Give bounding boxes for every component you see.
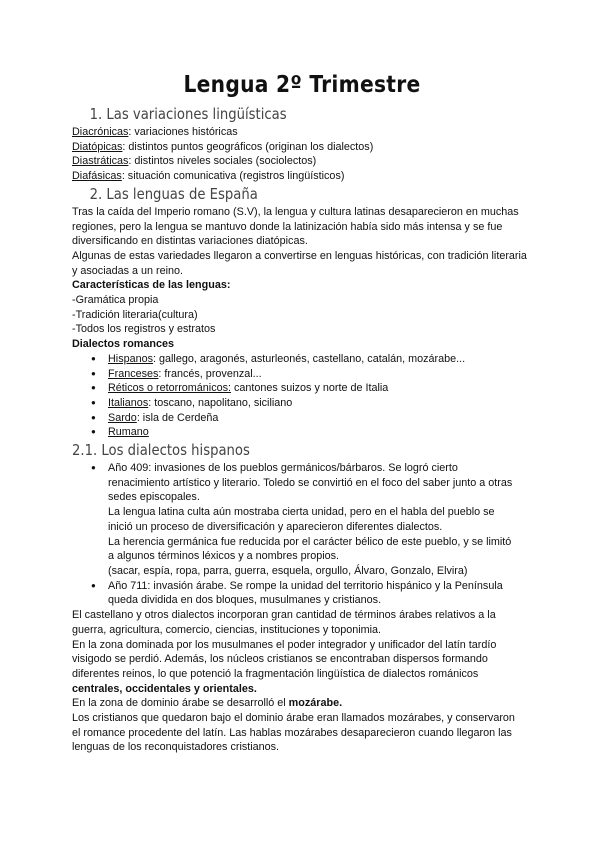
page-title: Lengua 2º Trimestre	[183, 72, 421, 98]
term-desc: : situación comunicativa (registros lingüísticos)	[121, 170, 345, 183]
term: Diastráticas	[72, 155, 129, 168]
text-line: diferentes reinos, lo que potenció la fragmentación lingüística de dialectos románicos	[72, 667, 479, 680]
mozarabe-line	[72, 696, 532, 711]
text-line: Los cristianos que quedaron bajo el dominio árabe eran llamados mozárabes, y conservaron	[72, 712, 515, 725]
text-line: a algunos términos léxicos y a nombres propios.	[108, 550, 340, 563]
term: Hispanos	[108, 352, 154, 365]
list-item	[108, 411, 532, 426]
list-item: -Tradición literaria(cultura)	[72, 308, 198, 321]
text-line: inició un proceso de diversificación y aparecieron diferentes dialectos.	[108, 520, 443, 533]
list-item	[72, 154, 532, 169]
term: Sardo	[108, 411, 137, 424]
bold-line: centrales, occidentales y orientales.	[72, 682, 257, 695]
list-item: -Todos los registros y estratos	[72, 323, 216, 336]
variations-list	[72, 125, 532, 184]
dialects-heading: Dialectos romances	[72, 338, 175, 351]
text-line: guerra, agricultura, comercio, ciencias, instituciones y toponimia.	[72, 623, 382, 636]
list-item	[72, 140, 532, 155]
paragraph: Algunas de estas variedades llegaron a convertirse en lenguas históricas, con tradición literaria y asociadas a un reino.	[72, 249, 527, 277]
text-line: renacimiento artístico y literario. Toledo se convirtió en el foco del saber junto a otras	[108, 476, 513, 489]
bold-term: mozárabe.	[288, 697, 343, 710]
list-item	[108, 381, 532, 396]
list-item	[108, 579, 532, 608]
term: Diatópicas	[72, 140, 123, 153]
list-item	[108, 352, 532, 367]
list-item	[108, 396, 532, 411]
term-desc: : toscano, napolitano, siciliano	[148, 396, 293, 409]
text-fragment: En la zona de dominio árabe se desarrolló el	[72, 697, 289, 710]
text-line: La lengua latina culta aún mostraba cierta unidad, pero en el habla del pueblo se	[108, 506, 495, 519]
term-desc: : distintos niveles sociales (sociolectos)	[128, 155, 317, 168]
document-page	[72, 72, 532, 755]
text-line: ● Año 409: invasiones de los pueblos germánicos/bárbaros. Se logró cierto	[108, 462, 458, 475]
term-desc: cantones suizos y norte de Italia	[231, 382, 389, 395]
term-desc: : francés, provenzal...	[158, 367, 262, 380]
dialects-list	[72, 352, 532, 440]
list-item	[72, 169, 532, 184]
term-desc: : gallego, aragonés, asturleonés, castellano, catalán, mozárabe...	[153, 352, 466, 365]
list-item	[108, 367, 532, 382]
term: Rumano	[108, 426, 149, 439]
text-line: (sacar, espía, ropa, parra, guerra, esquela, orgullo, Álvaro, Gonzalo, Elvira)	[108, 564, 468, 577]
text-line: queda dividida en dos bloques, musulmanes y cristianos.	[108, 594, 382, 607]
list-item	[108, 461, 532, 579]
text-line: el romance procedente del latín. Las hablas mozárabes desaparecieron cuando llegaron las	[72, 726, 512, 739]
text-line: La herencia germánica fue reducida por el carácter bélico de este pueblo, y se limitó	[108, 535, 512, 548]
text-line: lenguas de los reconquistadores cristianos.	[72, 741, 280, 754]
term-desc: : isla de Cerdeña	[136, 411, 219, 424]
list-item: -Gramática propia	[72, 294, 159, 307]
list-item	[72, 125, 532, 140]
section-1-heading: 1. Las variaciones lingüísticas	[89, 105, 287, 123]
term: Italianos	[108, 396, 149, 409]
list-item	[108, 425, 532, 440]
text-line: El castellano y otros dialectos incorporan gran cantidad de términos árabes relativos a la	[72, 609, 496, 622]
text-line: ● Año 711: invasión árabe. Se rompe la unidad del territorio hispánico y la Península	[108, 579, 503, 592]
section-2-heading: 2. Las lenguas de España	[89, 184, 258, 203]
text-line: sedes episcopales.	[108, 491, 200, 504]
paragraph: Tras la caída del Imperio romano (S.V), la lengua y cultura latinas desaparecieron en muchas regiones, pero la lengua se mantuvo donde la latinización había sido más intensa y se fue diversificando en distintas variaciones diatópicas.	[72, 205, 519, 248]
characteristics-heading: Características de las lenguas:	[72, 279, 231, 292]
text-line: En la zona dominada por los musulmanes el poder integrador y unificador del latín tardío	[72, 638, 497, 651]
term-desc: : variaciones históricas	[128, 126, 238, 138]
text-line: visigodo se perdió. Además, los núcleos cristianos se encontraban dispersos formando	[72, 653, 488, 666]
term-desc: : distintos puntos geográficos (originan los dialectos)	[122, 140, 374, 153]
term: Diafásicas	[72, 170, 122, 183]
term: Diacrónicas	[72, 126, 129, 138]
term: Réticos o retorrománicos:	[108, 382, 232, 395]
history-list	[72, 461, 532, 608]
term: Franceses	[108, 367, 159, 380]
section-2-1-heading: 2.1. Los dialectos hispanos	[72, 441, 250, 460]
